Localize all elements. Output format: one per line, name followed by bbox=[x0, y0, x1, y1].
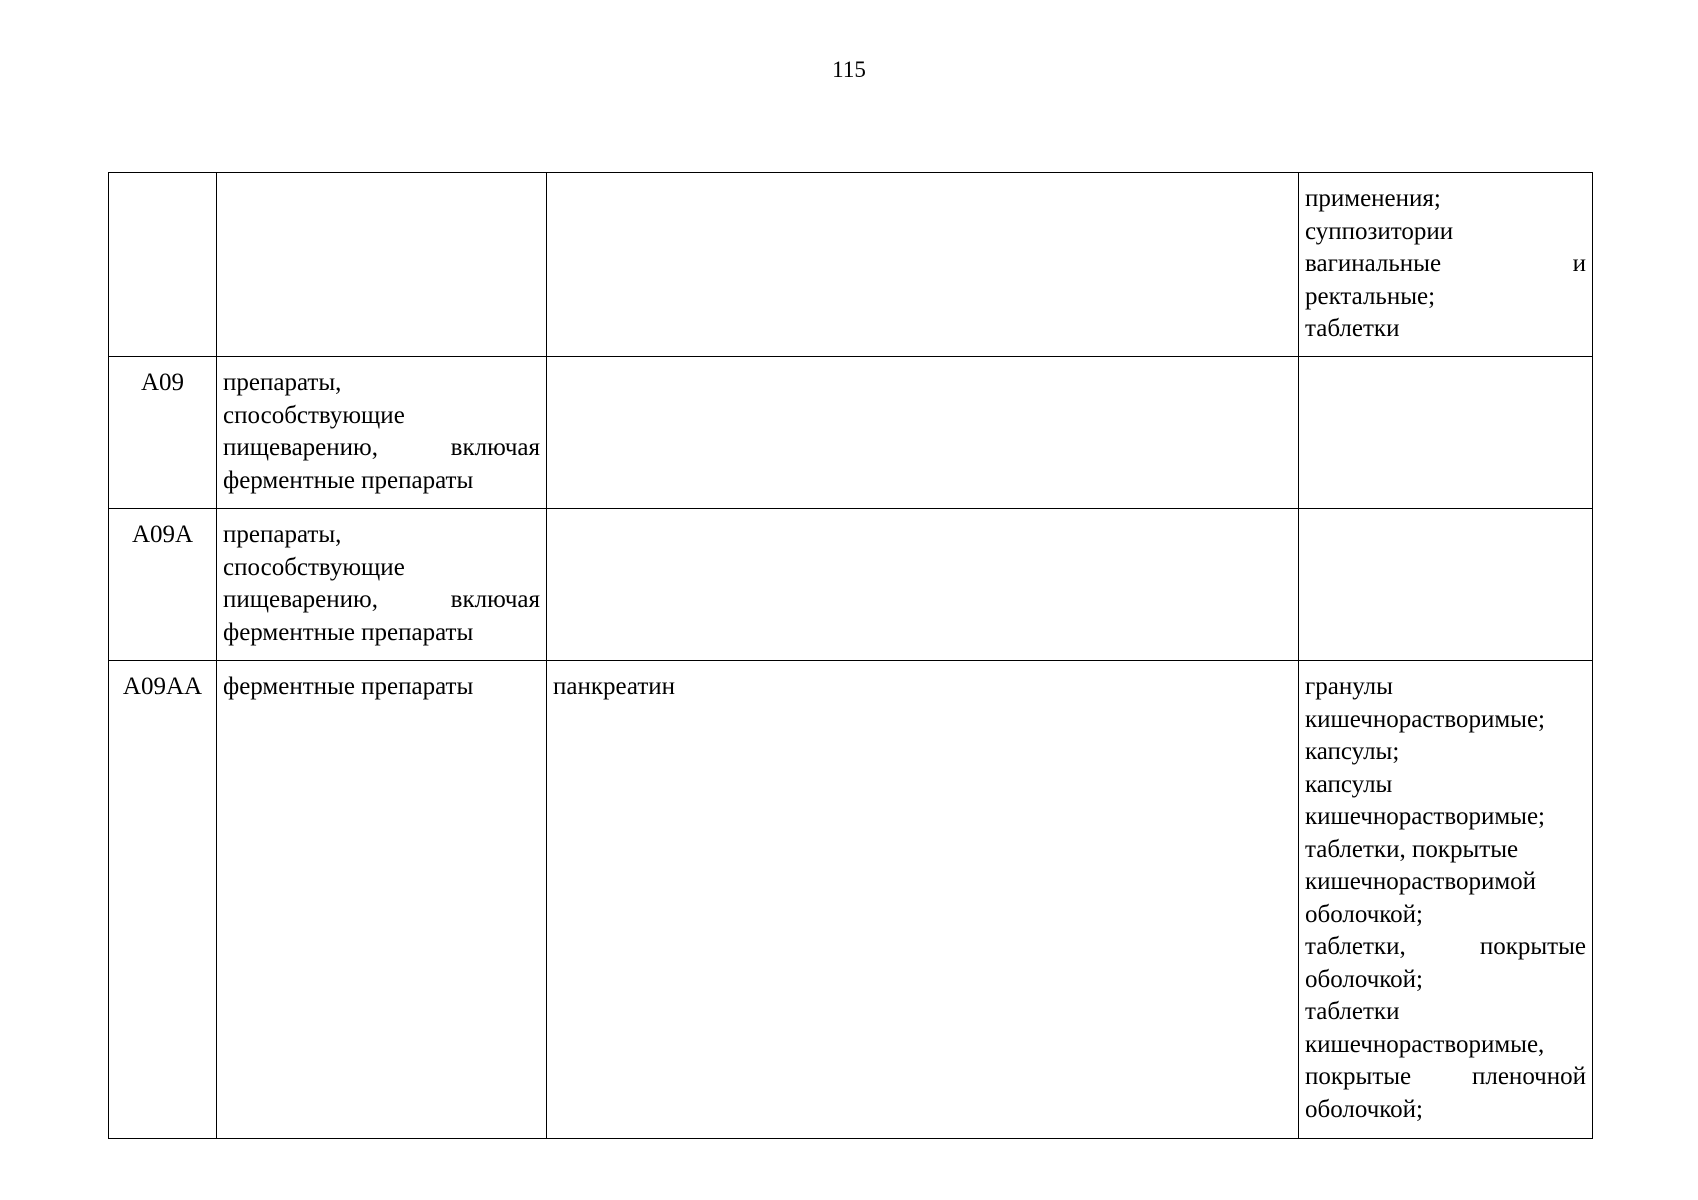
text-line: оболочкой; bbox=[1305, 1095, 1423, 1123]
dosage-form-cell bbox=[1299, 357, 1593, 509]
text-line: кишечнорастворимые; bbox=[1305, 705, 1545, 733]
group-cell bbox=[217, 357, 547, 509]
text-line: препараты, bbox=[223, 369, 342, 396]
text-line: капсулы; bbox=[1305, 738, 1400, 765]
text-line: капсулы bbox=[1305, 770, 1393, 798]
atc-code-cell: A09 bbox=[109, 357, 217, 509]
text-line: пищеварению, включая bbox=[223, 434, 540, 461]
page-number: 115 bbox=[832, 57, 866, 82]
text-line: кишечнорастворимые; bbox=[1305, 803, 1545, 830]
text-line: гранулы bbox=[1305, 673, 1393, 700]
text-line: суппозитории bbox=[1305, 217, 1454, 245]
text-line: препараты, bbox=[223, 521, 342, 548]
table-row bbox=[109, 661, 1593, 1139]
drug-name-cell bbox=[547, 509, 1299, 661]
text-line: таблетки bbox=[1305, 998, 1400, 1025]
text-line: кишечнорастворимые, bbox=[1305, 1030, 1545, 1058]
text-line: пищеварению, включая bbox=[223, 586, 540, 613]
drug-name-cell bbox=[547, 173, 1299, 357]
group-cell bbox=[217, 173, 547, 357]
drug-table bbox=[108, 172, 1593, 1139]
text-line: ректальные; bbox=[1305, 282, 1436, 310]
text-line: вагинальные и bbox=[1305, 250, 1586, 277]
text-line: ферментные препараты bbox=[223, 618, 474, 646]
text-line: способствующие bbox=[223, 401, 405, 429]
dosage-form-cell bbox=[1299, 661, 1593, 1139]
text-line: оболочкой; bbox=[1305, 900, 1423, 928]
text-line: способствующие bbox=[223, 553, 405, 581]
table-row bbox=[109, 357, 1593, 509]
text-line: ферментные препараты bbox=[223, 466, 474, 494]
text-line: таблетки, покрытые bbox=[1305, 933, 1586, 960]
atc-code-cell: A09A bbox=[109, 509, 217, 661]
atc-code-cell bbox=[109, 173, 217, 357]
dosage-form-cell bbox=[1299, 509, 1593, 661]
text-line: применения; bbox=[1305, 185, 1441, 212]
text-line: ферментные препараты bbox=[223, 673, 474, 700]
group-cell bbox=[217, 509, 547, 661]
text-line: покрытые пленочной bbox=[1305, 1063, 1586, 1090]
text-line: таблетки, покрытые bbox=[1305, 835, 1519, 863]
atc-code-cell: A09AA bbox=[109, 661, 217, 1139]
table-row bbox=[109, 509, 1593, 661]
table-row bbox=[109, 173, 1593, 357]
text-line: таблетки bbox=[1305, 315, 1400, 342]
text-line: кишечнорастворимой bbox=[1305, 868, 1537, 895]
text-line: оболочкой; bbox=[1305, 965, 1423, 993]
dosage-form-cell bbox=[1299, 173, 1593, 357]
drug-name-cell bbox=[547, 357, 1299, 509]
drug-name-cell: панкреатин bbox=[547, 661, 1299, 1139]
group-cell bbox=[217, 661, 547, 1139]
